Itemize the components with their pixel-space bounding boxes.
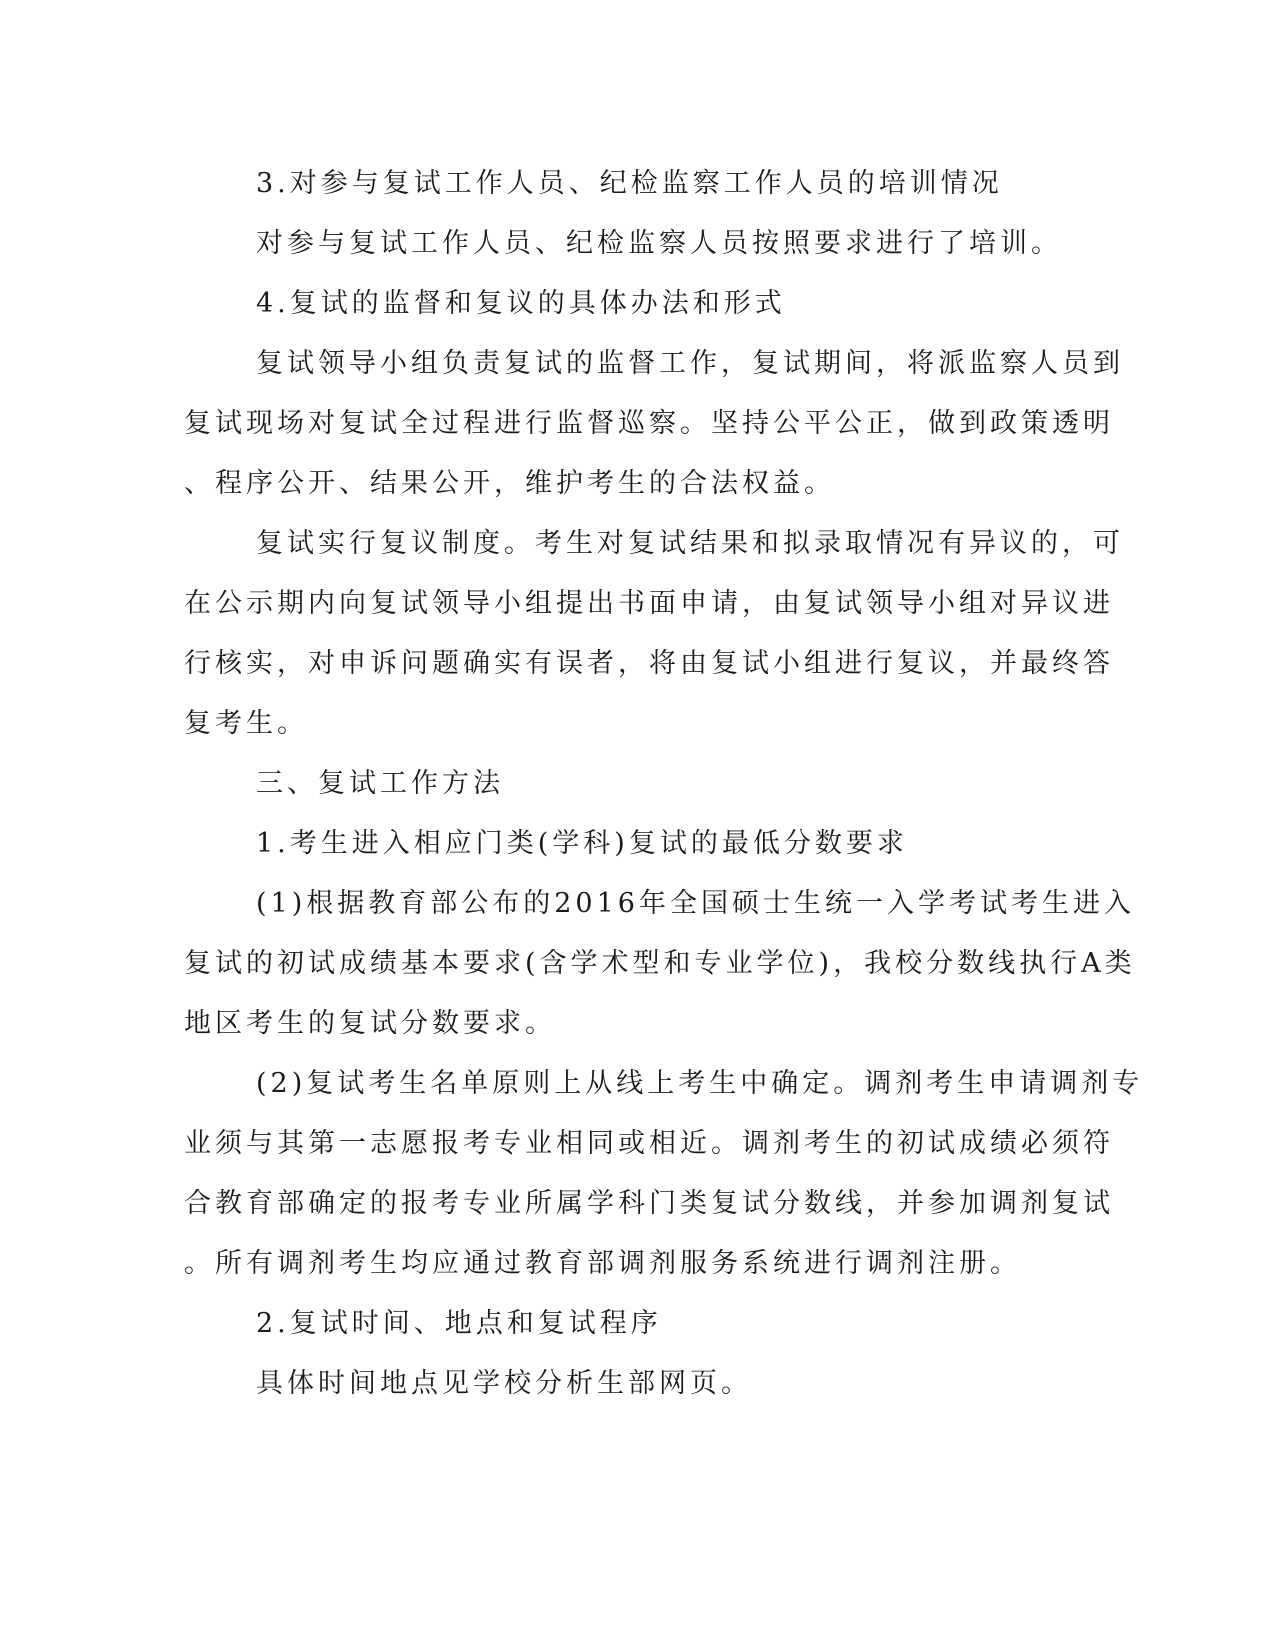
paragraph-supervision-line: 复试领导小组负责复试的监督工作，复试期间，将派监察人员到 <box>256 348 1124 379</box>
heading-time-place: 2.复试时间、地点和复试程序 <box>256 1308 662 1339</box>
paragraph-score-line: (1)根据教育部公布的2016年全国硕士生统一入学考试考生进入 <box>256 888 1135 919</box>
section-heading-methods: 三、复试工作方法 <box>256 768 504 799</box>
paragraph-review-line: 在公示期内向复试领导小组提出书面申请，由复试领导小组对异议进 <box>184 588 1114 619</box>
paragraph-review-line: 行核实，对申诉问题确实有误者，将由复试小组进行复议，并最终答 <box>184 648 1114 679</box>
paragraph-transfer-line: 业须与其第一志愿报考专业相同或相近。调剂考生的初试成绩必须符 <box>184 1128 1114 1159</box>
paragraph-supervision-line: 、程序公开、结果公开，维护考生的合法权益。 <box>184 468 835 499</box>
paragraph-review-line: 复试实行复议制度。考生对复试结果和拟录取情况有异议的，可 <box>256 528 1124 559</box>
heading-min-score: 1.考生进入相应门类(学科)复试的最低分数要求 <box>256 828 908 859</box>
paragraph-score-line: 复试的初试成绩基本要求(含学术型和专业学位)，我校分数线执行A类 <box>184 948 1136 979</box>
paragraph-review-line: 复考生。 <box>184 708 308 739</box>
paragraph-score-line: 地区考生的复试分数要求。 <box>184 1008 556 1039</box>
paragraph-training: 对参与复试工作人员、纪检监察人员按照要求进行了培训。 <box>256 228 1062 259</box>
heading-training: 3.对参与复试工作人员、纪检监察工作人员的培训情况 <box>256 168 1003 199</box>
heading-supervision: 4.复试的监督和复议的具体办法和形式 <box>256 288 786 319</box>
paragraph-time-place: 具体时间地点见学校分析生部网页。 <box>256 1368 752 1399</box>
paragraph-supervision-line: 复试现场对复试全过程进行监督巡察。坚持公平公正，做到政策透明 <box>184 408 1114 439</box>
paragraph-transfer-line: 合教育部确定的报考专业所属学科门类复试分数线，并参加调剂复试 <box>184 1188 1114 1219</box>
paragraph-transfer-line: 。所有调剂考生均应通过教育部调剂服务系统进行调剂注册。 <box>184 1248 1021 1279</box>
paragraph-transfer-line: (2)复试考生名单原则上从线上考生中确定。调剂考生申请调剂专 <box>256 1068 1144 1099</box>
